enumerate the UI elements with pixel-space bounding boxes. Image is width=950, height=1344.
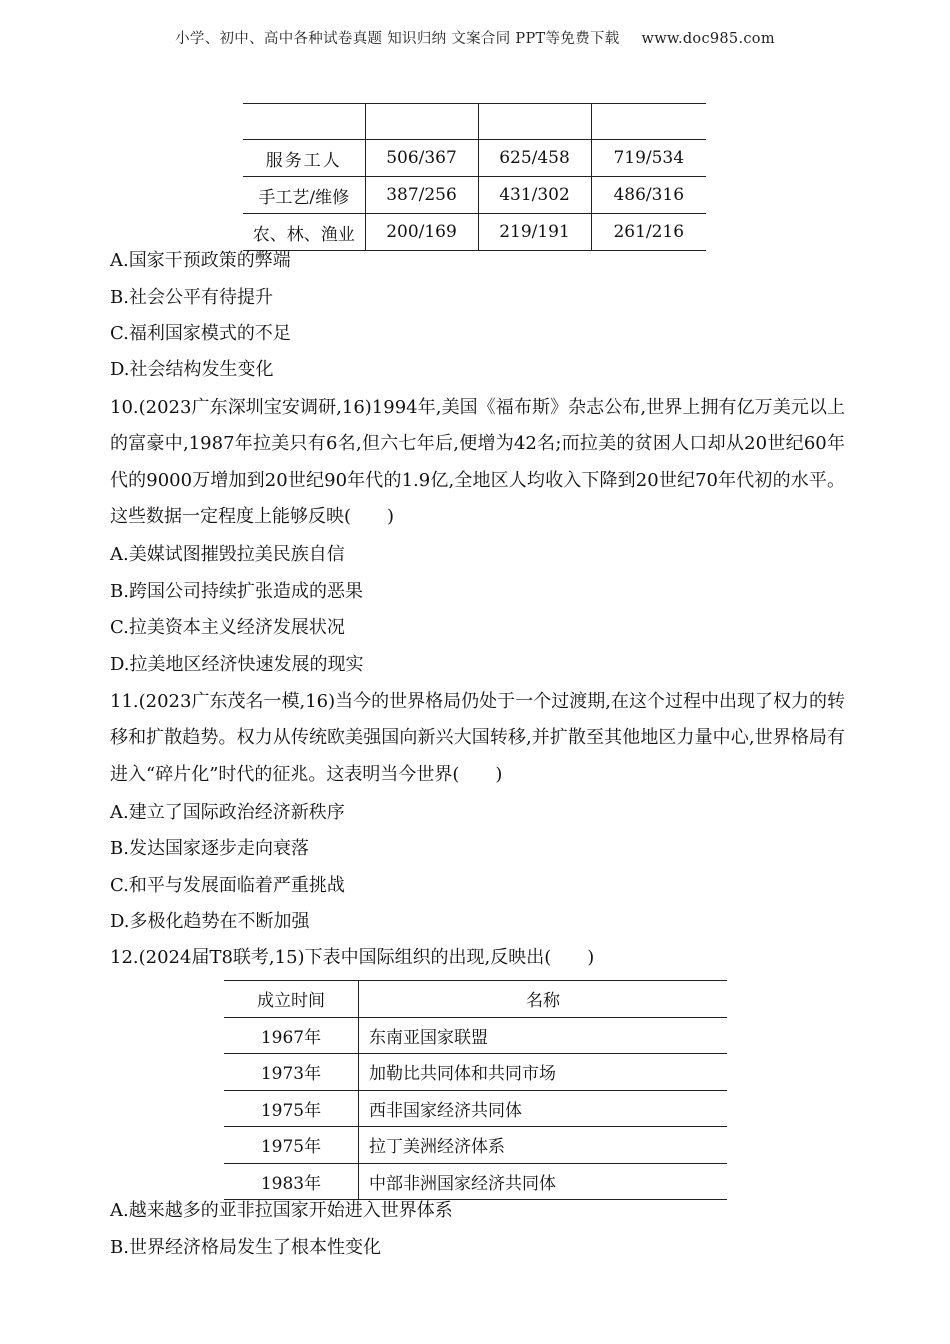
- q9-option-a: A.国家干预政策的弊端: [110, 250, 291, 271]
- q11-option-a: A.建立了国际政治经济新秩序: [110, 802, 345, 823]
- table-cell: 中部非洲国家经济共同体: [359, 1163, 728, 1200]
- occupation-table: [243, 103, 706, 251]
- table-cell: [478, 104, 591, 140]
- table-cell: 1975年: [224, 1127, 359, 1164]
- q10-stem: 10.(2023广东深圳宝安调研,16)1994年,美国《福布斯》杂志公布,世界上拥有亿万美元以上的富豪中,1987年拉美只有6名,但六七年后,便增为42名;而拉美的贫困人口却从20世纪60年代的9000万增加到20世纪90年代的1.9亿,全地区人均收入下降到20世纪70年代初的水平。这些数据一定程度上能够反映( ): [110, 397, 845, 527]
- table-row: [243, 214, 706, 251]
- header-text: 小学、初中、高中各种试卷真题 知识归纳 文案合同 PPT等免费下载: [175, 31, 620, 47]
- table-cell: 1967年: [224, 1017, 359, 1054]
- q11-option-d: D.多极化趋势在不断加强: [110, 911, 310, 932]
- table-cell: 261/216: [591, 214, 706, 251]
- table-cell: 1973年: [224, 1054, 359, 1091]
- table-cell: 387/256: [365, 177, 478, 214]
- table-cell: 拉丁美洲经济体系: [359, 1127, 728, 1164]
- q10-option-a: A.美媒试图摧毁拉美民族自信: [110, 544, 345, 565]
- table-cell: 219/191: [478, 214, 591, 251]
- table-cell: 手工艺/维修: [243, 177, 365, 214]
- page-header: [0, 27, 950, 48]
- table-cell: 西非国家经济共同体: [359, 1090, 728, 1127]
- table-cell: 719/534: [591, 140, 706, 177]
- q9-option-d: D.社会结构发生变化: [110, 359, 274, 380]
- q12-option-b: B.世界经济格局发生了根本性变化: [110, 1237, 381, 1258]
- q11-stem: 11.(2023广东茂名一模,16)当今的世界格局仍处于一个过渡期,在这个过程中出现了权力的转移和扩散趋势。权力从传统欧美强国向新兴大国转移,并扩散至其他地区力量中心,世界格局有进入“碎片化”时代的征兆。这表明当今世界( ): [110, 691, 845, 785]
- table-row: [224, 1163, 727, 1200]
- q12-stem: 12.(2024届T8联考,15)下表中国际组织的出现,反映出( ): [110, 947, 595, 968]
- q10-option-d: D.拉美地区经济快速发展的现实: [110, 654, 364, 675]
- table-cell: 506/367: [365, 140, 478, 177]
- table-header-cell: 成立时间: [224, 981, 359, 1018]
- q10-option-b: B.跨国公司持续扩张造成的恶果: [110, 581, 363, 602]
- table-cell: 625/458: [478, 140, 591, 177]
- table-header-cell: 名称: [359, 981, 728, 1018]
- table-row: [224, 1017, 727, 1054]
- q11-option-c: C.和平与发展面临着严重挑战: [110, 875, 345, 896]
- q9-option-c: C.福利国家模式的不足: [110, 323, 291, 344]
- table-cell: 服务工人: [243, 140, 365, 177]
- table-cell: [365, 104, 478, 140]
- table-cell: [243, 104, 365, 140]
- table-row: [224, 1090, 727, 1127]
- table-header-row: [224, 981, 727, 1018]
- table-row: [224, 1054, 727, 1091]
- table-cell: 1983年: [224, 1163, 359, 1200]
- table-cell: [591, 104, 706, 140]
- table-cell: 加勒比共同体和共同市场: [359, 1054, 728, 1091]
- table-row: [243, 140, 706, 177]
- organization-table: [224, 980, 727, 1200]
- table-cell: 东南亚国家联盟: [359, 1017, 728, 1054]
- table-row: [243, 177, 706, 214]
- q10-option-c: C.拉美资本主义经济发展状况: [110, 617, 345, 638]
- table-cell: 431/302: [478, 177, 591, 214]
- table-cell: 486/316: [591, 177, 706, 214]
- q9-option-b: B.社会公平有待提升: [110, 287, 273, 308]
- header-url[interactable]: www.doc985.com: [641, 31, 775, 47]
- q11-option-b: B.发达国家逐步走向衰落: [110, 838, 309, 859]
- table-row: [243, 104, 706, 140]
- table-row: [224, 1127, 727, 1164]
- table-cell: 200/169: [365, 214, 478, 251]
- q12-option-a: A.越来越多的亚非拉国家开始进入世界体系: [110, 1200, 453, 1221]
- table-cell: 1975年: [224, 1090, 359, 1127]
- table-cell: 农、林、渔业: [243, 214, 365, 251]
